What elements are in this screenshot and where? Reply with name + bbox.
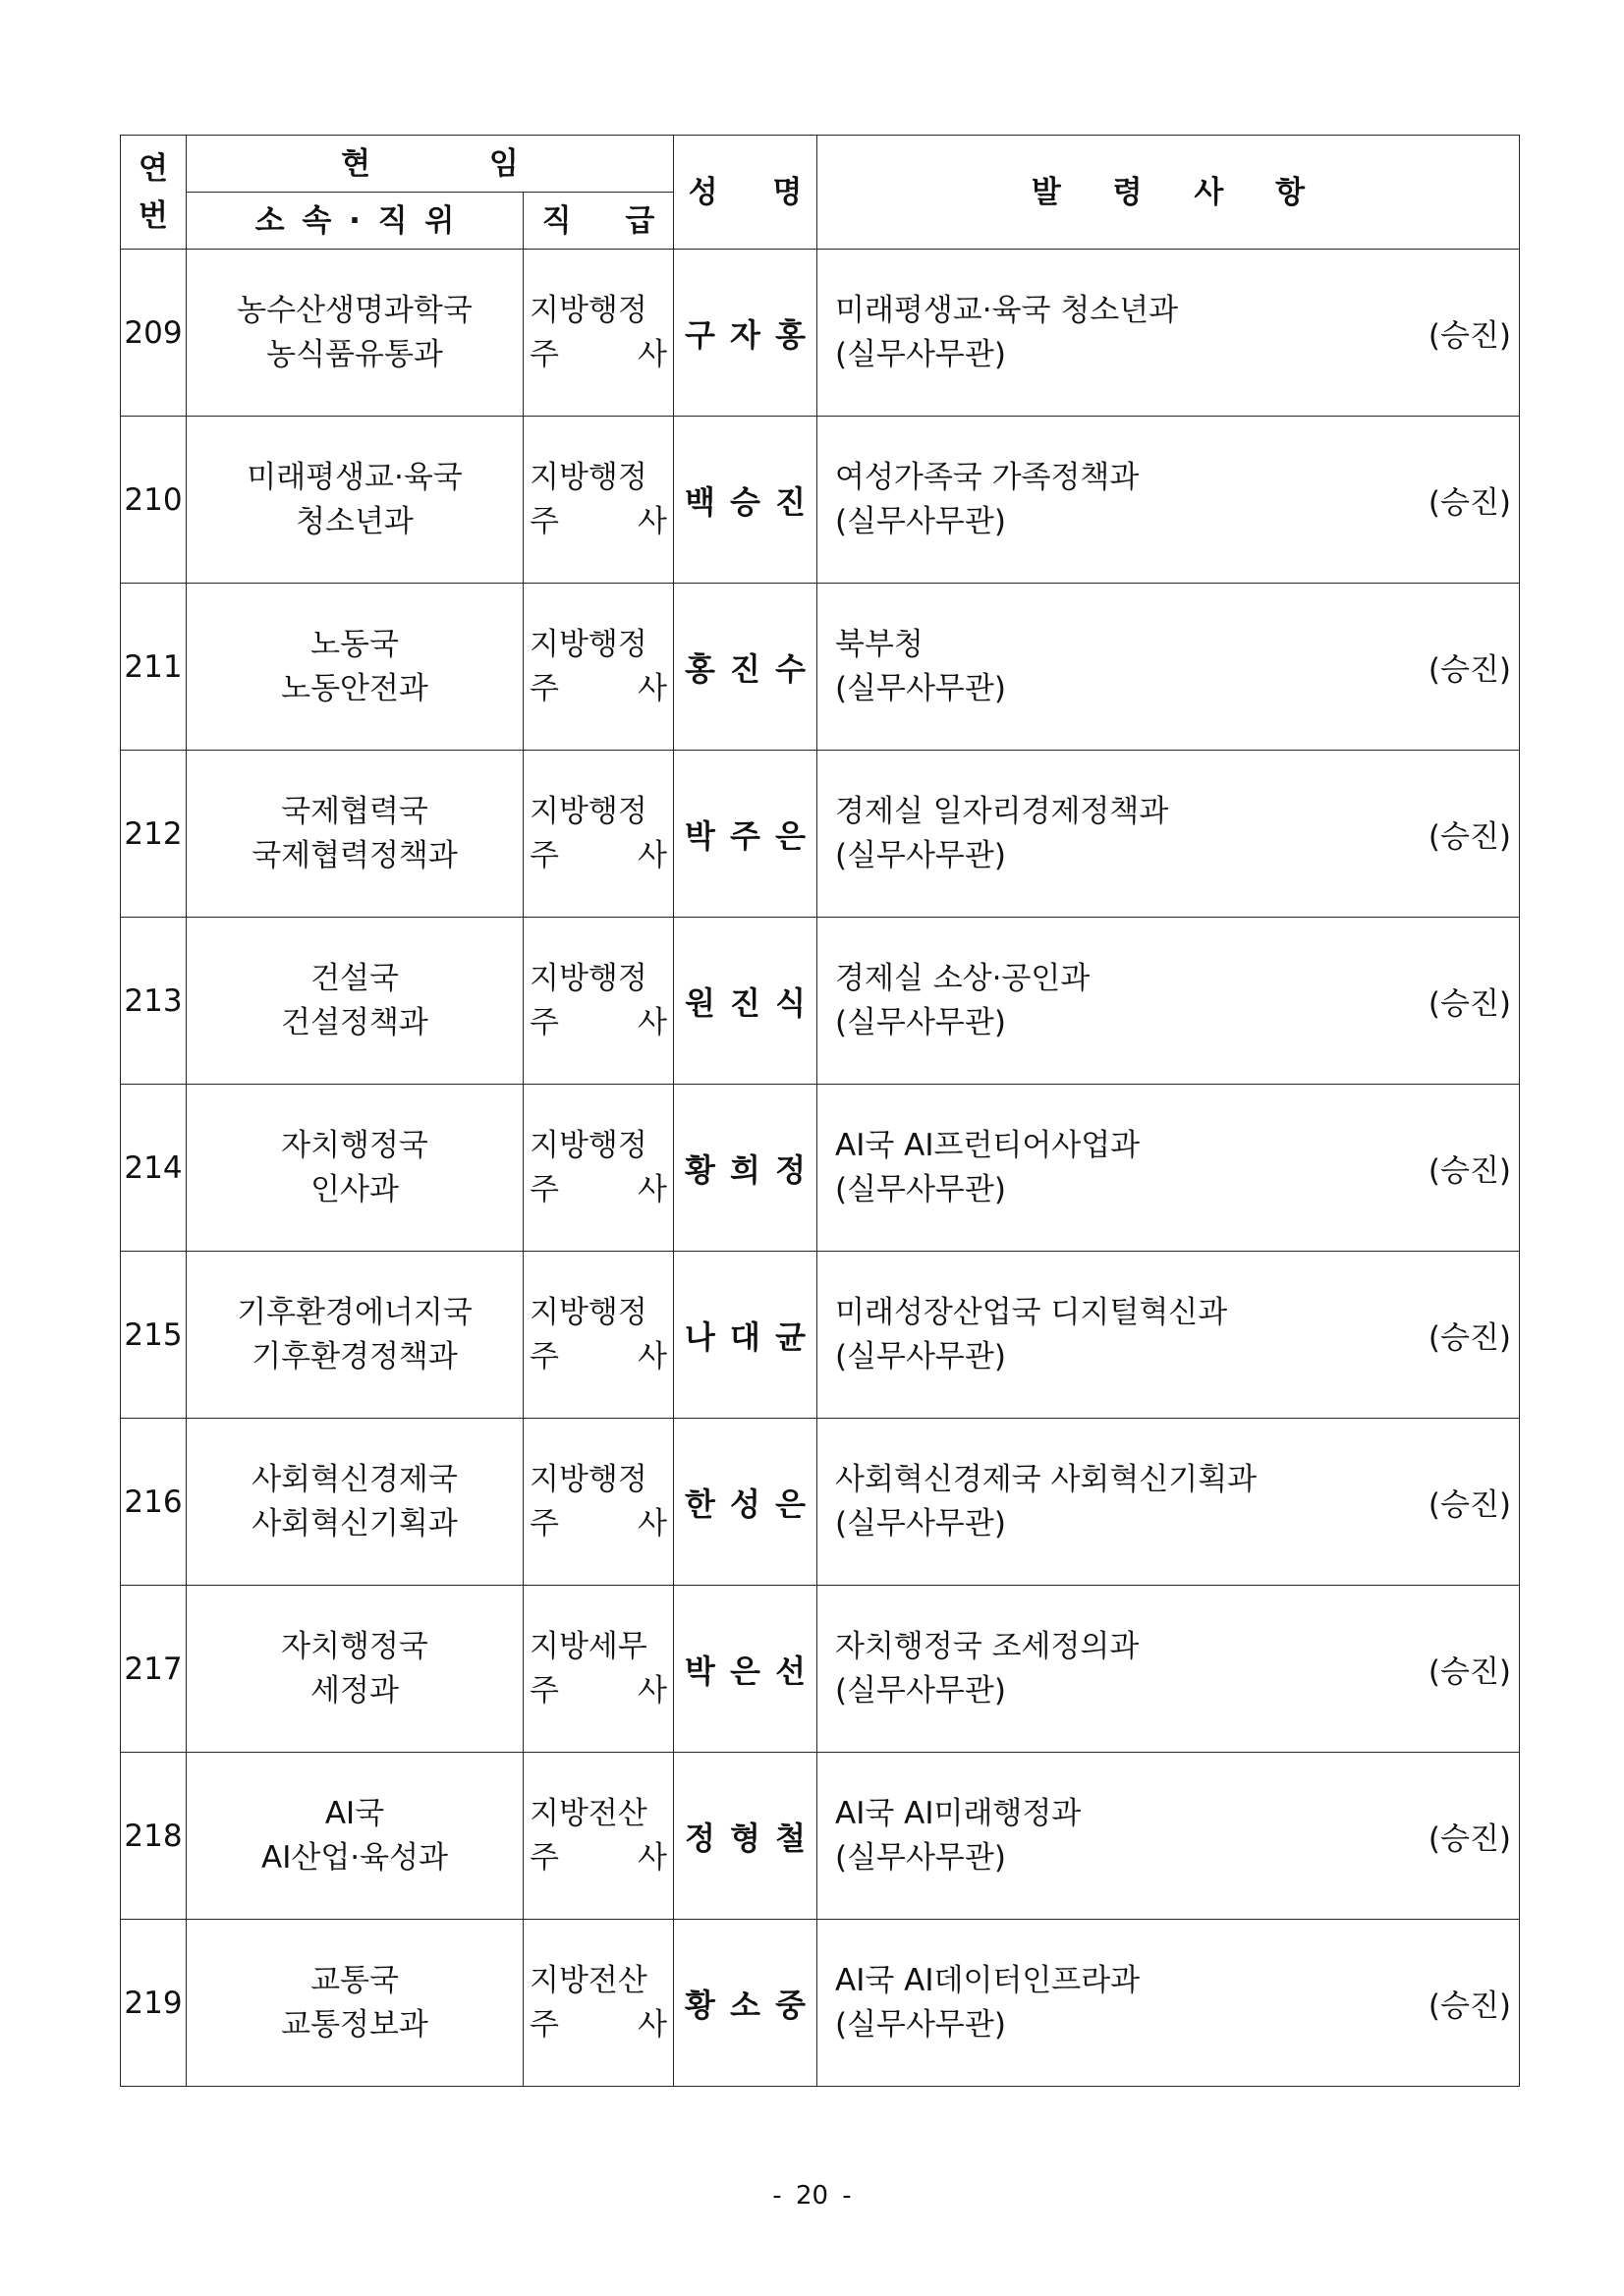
current-division: 노동안전과 <box>281 670 428 706</box>
appointment-type: (승진) <box>1428 986 1511 1022</box>
current-department <box>187 584 524 751</box>
grade-series: 지방세무 <box>530 1628 647 1664</box>
appointment <box>817 1252 1520 1419</box>
current-department <box>187 417 524 584</box>
current-division: 국제협력정책과 <box>252 837 458 873</box>
current-bureau: 사회혁신경제국 <box>252 1461 458 1497</box>
appointment-lines <box>835 1959 1140 2047</box>
appointment-lines <box>835 957 1090 1045</box>
current-bureau: 노동국 <box>310 626 399 662</box>
current-department <box>187 1753 524 1920</box>
appointment-post: 미래성장산업국 디지털혁신과 <box>835 1294 1228 1330</box>
appointment-content <box>817 456 1519 544</box>
grade-rank: 주 사 <box>530 1171 667 1207</box>
appointment-type: (승진) <box>1428 1988 1511 2024</box>
current-bureau: 교통국 <box>310 1962 399 1998</box>
appointment-lines <box>835 1458 1257 1546</box>
appointment-content <box>817 1792 1519 1880</box>
grade-rank: 주 사 <box>530 336 667 372</box>
appointment-lines <box>835 1792 1081 1880</box>
appointment-post: AI국 AI미래행정과 <box>835 1795 1082 1831</box>
appointment-post: 사회혁신경제국 사회혁신기획과 <box>835 1461 1258 1497</box>
grade <box>524 417 674 584</box>
appointment-type: (승진) <box>1428 318 1511 354</box>
page-number: - 20 - <box>772 2181 852 2211</box>
serial-number: 216 <box>121 1419 187 1586</box>
appointment <box>817 1419 1520 1586</box>
appointment <box>817 584 1520 751</box>
table-row <box>121 584 1520 751</box>
appointment-type: (승진) <box>1428 1320 1511 1356</box>
current-department <box>187 751 524 918</box>
grade <box>524 1920 674 2087</box>
appointment-content <box>817 1959 1519 2047</box>
appointment-content <box>817 1625 1519 1713</box>
grade-series: 지방행정 <box>530 1294 647 1330</box>
appointment-type: (승진) <box>1428 1821 1511 1857</box>
person-name: 한 성 은 <box>674 1419 817 1586</box>
grade-rank: 주 사 <box>530 1839 667 1876</box>
appointment <box>817 1920 1520 2087</box>
current-division: AI산업·육성과 <box>261 1839 448 1876</box>
appointment-lines <box>835 1625 1139 1713</box>
serial-number: 217 <box>121 1586 187 1753</box>
table-row <box>121 1920 1520 2087</box>
header-serial-no <box>121 136 187 250</box>
current-department <box>187 1920 524 2087</box>
appointment-post: 경제실 소상·공인과 <box>835 960 1091 996</box>
table-row <box>121 1753 1520 1920</box>
appointment <box>817 417 1520 584</box>
grade <box>524 1252 674 1419</box>
grade-series: 지방전산 <box>530 1795 647 1831</box>
serial-number: 214 <box>121 1085 187 1252</box>
appointment-post: 자치행정국 조세정의과 <box>835 1628 1140 1664</box>
appointment-role: (실무사무관) <box>835 2006 1006 2043</box>
appointment-post: AI국 AI데이터인프라과 <box>835 1962 1141 1998</box>
serial-number: 213 <box>121 918 187 1085</box>
header-serial-no-bottom: 번 <box>139 197 168 234</box>
table-row <box>121 1419 1520 1586</box>
table-row <box>121 417 1520 584</box>
grade-series: 지방행정 <box>530 1127 647 1163</box>
table-row <box>121 250 1520 417</box>
appointment-role: (실무사무관) <box>835 1672 1006 1708</box>
appointment-lines <box>835 623 1006 711</box>
current-department <box>187 1419 524 1586</box>
appointment-role: (실무사무관) <box>835 1004 1006 1040</box>
grade-rank: 주 사 <box>530 1338 667 1374</box>
current-division: 농식품유통과 <box>266 336 443 372</box>
appointment-role: (실무사무관) <box>835 837 1006 873</box>
grade-series: 지방전산 <box>530 1962 647 1998</box>
current-bureau: 건설국 <box>310 960 399 996</box>
appointment-post: AI국 AI프런티어사업과 <box>835 1127 1141 1163</box>
header-appointment-label: 발 령 사 항 <box>1031 174 1306 210</box>
appointment-role: (실무사무관) <box>835 1171 1006 1207</box>
table-row <box>121 1085 1520 1252</box>
current-department <box>187 250 524 417</box>
grade <box>524 1586 674 1753</box>
appointment-lines <box>835 790 1168 878</box>
appointment-content <box>817 623 1519 711</box>
header-current-post-label: 현 임 <box>341 145 519 182</box>
person-name: 나 대 균 <box>674 1252 817 1419</box>
current-department <box>187 1085 524 1252</box>
appointment-post: 여성가족국 가족정책과 <box>835 459 1140 495</box>
grade <box>524 1085 674 1252</box>
person-name: 박 주 은 <box>674 751 817 918</box>
current-division: 세정과 <box>310 1672 399 1708</box>
appointment-role: (실무사무관) <box>835 1839 1006 1876</box>
grade-rank: 주 사 <box>530 1672 667 1708</box>
header-department-position-label: 소 속 · 직 위 <box>254 202 455 239</box>
current-division: 청소년과 <box>296 503 414 539</box>
grade <box>524 584 674 751</box>
appointment <box>817 250 1520 417</box>
appointment <box>817 751 1520 918</box>
header-serial-no-top: 연 <box>139 150 168 187</box>
header-name <box>674 136 817 250</box>
serial-number: 212 <box>121 751 187 918</box>
appointment-post: 북부청 <box>835 626 924 662</box>
grade-rank: 주 사 <box>530 837 667 873</box>
grade-rank: 주 사 <box>530 1505 667 1541</box>
appointment-lines <box>835 289 1178 377</box>
person-name: 정 형 철 <box>674 1753 817 1920</box>
table-header <box>121 136 1520 250</box>
appointment-content <box>817 1291 1519 1379</box>
grade-series: 지방행정 <box>530 1461 647 1497</box>
appointment <box>817 1753 1520 1920</box>
serial-number: 209 <box>121 250 187 417</box>
current-division: 기후환경정책과 <box>252 1338 458 1374</box>
current-department <box>187 1586 524 1753</box>
appointment <box>817 1085 1520 1252</box>
current-bureau: 자치행정국 <box>281 1628 428 1664</box>
current-division: 건설정책과 <box>281 1004 428 1040</box>
header-appointment <box>817 136 1520 250</box>
appointment-content <box>817 1458 1519 1546</box>
current-bureau: 농수산생명과학국 <box>237 292 473 328</box>
current-bureau: 미래평생교·육국 <box>247 459 463 495</box>
person-name: 백 승 진 <box>674 417 817 584</box>
appointment-type: (승진) <box>1428 652 1511 688</box>
header-grade <box>524 193 674 250</box>
grade-rank: 주 사 <box>530 1004 667 1040</box>
appointment-content <box>817 289 1519 377</box>
grade <box>524 751 674 918</box>
table-body <box>121 250 1520 2087</box>
grade <box>524 250 674 417</box>
header-name-label: 성 명 <box>688 174 803 210</box>
appointment <box>817 918 1520 1085</box>
serial-number: 210 <box>121 417 187 584</box>
person-name: 황 희 정 <box>674 1085 817 1252</box>
appointment-role: (실무사무관) <box>835 1338 1006 1374</box>
grade <box>524 1753 674 1920</box>
serial-number: 218 <box>121 1753 187 1920</box>
grade <box>524 918 674 1085</box>
appointment-type: (승진) <box>1428 485 1511 521</box>
grade-series: 지방행정 <box>530 793 647 829</box>
current-bureau: 기후환경에너지국 <box>237 1294 473 1330</box>
grade-series: 지방행정 <box>530 626 647 662</box>
personnel-table <box>120 135 1520 2087</box>
serial-number: 211 <box>121 584 187 751</box>
current-division: 사회혁신기획과 <box>252 1505 458 1541</box>
appointment-post: 경제실 일자리경제정책과 <box>835 793 1169 829</box>
appointment-content <box>817 1124 1519 1212</box>
grade-series: 지방행정 <box>530 960 647 996</box>
header-grade-label: 직 급 <box>541 202 655 239</box>
appointment-role: (실무사무관) <box>835 670 1006 706</box>
appointment <box>817 1586 1520 1753</box>
table-row <box>121 918 1520 1085</box>
appointment-role: (실무사무관) <box>835 1505 1006 1541</box>
appointment-type: (승진) <box>1428 819 1511 855</box>
table-row <box>121 751 1520 918</box>
current-bureau: 국제협력국 <box>281 793 428 829</box>
appointment-content <box>817 957 1519 1045</box>
grade-series: 지방행정 <box>530 292 647 328</box>
header-current-post <box>187 136 674 193</box>
person-name: 황 소 중 <box>674 1920 817 2087</box>
grade-rank: 주 사 <box>530 503 667 539</box>
table-row <box>121 1252 1520 1419</box>
appointment-type: (승진) <box>1428 1654 1511 1690</box>
current-division: 인사과 <box>310 1171 399 1207</box>
person-name: 구 자 홍 <box>674 250 817 417</box>
appointment-lines <box>835 1124 1140 1212</box>
person-name: 원 진 식 <box>674 918 817 1085</box>
current-department <box>187 1252 524 1419</box>
table-row <box>121 1586 1520 1753</box>
appointment-lines <box>835 456 1139 544</box>
appointment-type: (승진) <box>1428 1153 1511 1189</box>
appointment-role: (실무사무관) <box>835 503 1006 539</box>
appointment-post: 미래평생교·육국 청소년과 <box>835 292 1179 328</box>
appointment-role: (실무사무관) <box>835 336 1006 372</box>
current-department <box>187 918 524 1085</box>
current-division: 교통정보과 <box>281 2006 428 2043</box>
grade-rank: 주 사 <box>530 670 667 706</box>
current-bureau: AI국 <box>324 1795 385 1831</box>
grade-series: 지방행정 <box>530 459 647 495</box>
person-name: 박 은 선 <box>674 1586 817 1753</box>
appointment-lines <box>835 1291 1227 1379</box>
serial-number: 219 <box>121 1920 187 2087</box>
appointment-type: (승진) <box>1428 1487 1511 1523</box>
header-department-position <box>187 193 524 250</box>
grade-rank: 주 사 <box>530 2006 667 2043</box>
grade <box>524 1419 674 1586</box>
current-bureau: 자치행정국 <box>281 1127 428 1163</box>
appointment-content <box>817 790 1519 878</box>
serial-number: 215 <box>121 1252 187 1419</box>
person-name: 홍 진 수 <box>674 584 817 751</box>
